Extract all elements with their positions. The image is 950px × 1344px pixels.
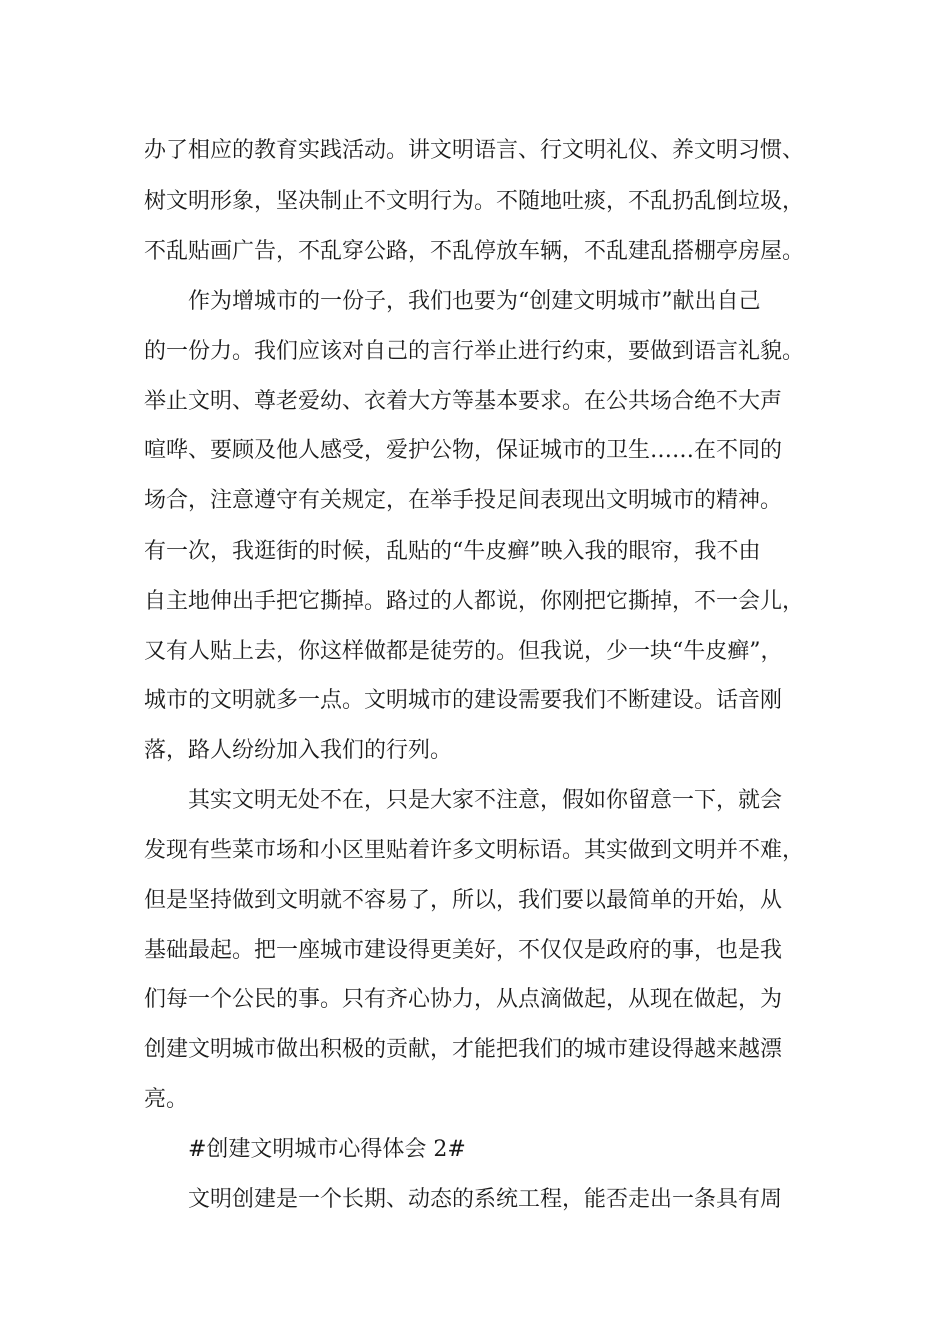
text-line: 树文明形象，坚决制止不文明行为。不随地吐痰，不乱扔乱倒垃圾， <box>144 189 805 214</box>
text-line: 自主地伸出手把它撕掉。路过的人都说，你刚把它撕掉，不一会儿， <box>144 589 805 614</box>
text-line: 办了相应的教育实践活动。讲文明语言、行文明礼仪、养文明习惯、 <box>144 138 805 163</box>
text-line: 作为增城市的一份子，我们也要为“创建文明城市”献出自己 <box>188 289 761 314</box>
text-line: 基础最起。把一座城市建设得更美好，不仅仅是政府的事，也是我 <box>144 938 783 963</box>
text-line: 的一份力。我们应该对自己的言行举止进行约束，要做到语言礼貌。 <box>144 339 805 364</box>
text-line: 举止文明、尊老爱幼、衣着大方等基本要求。在公共场合绝不大声 <box>144 389 783 414</box>
text-line: 落，路人纷纷加入我们的行列。 <box>144 738 453 763</box>
text-line: 又有人贴上去，你这样做都是徒劳的。但我说，少一块“牛皮癣”， <box>144 639 783 664</box>
text-line: 喧哗、要顾及他人感受，爱护公物，保证城市的卫生……在不同的 <box>144 438 783 463</box>
text-line: 但是坚持做到文明就不容易了，所以，我们要以最简单的开始，从 <box>144 888 783 913</box>
text-line: 亮。 <box>144 1087 189 1112</box>
section-heading: #创建文明城市心得体会 2# <box>188 1137 466 1162</box>
text-line: 其实文明无处不在，只是大家不注意，假如你留意一下，就会 <box>188 788 783 813</box>
text-line: 场合，注意遵守有关规定，在举手投足间表现出文明城市的精神。 <box>144 488 783 513</box>
text-line: 创建文明城市做出积极的贡献，才能把我们的城市建设得越来越漂 <box>144 1037 783 1062</box>
text-line: 发现有些菜市场和小区里贴着许多文明标语。其实做到文明并不难， <box>144 838 805 863</box>
text-line: 不乱贴画广告，不乱穿公路，不乱停放车辆，不乱建乱搭棚亭房屋。 <box>144 239 805 264</box>
text-line: 文明创建是一个长期、动态的系统工程，能否走出一条具有周 <box>188 1187 783 1212</box>
text-line: 们每一个公民的事。只有齐心协力，从点滴做起，从现在做起，为 <box>144 987 783 1012</box>
text-line: 有一次，我逛街的时候，乱贴的“牛皮癣”映入我的眼帘，我不由 <box>144 539 761 564</box>
text-line: 城市的文明就多一点。文明城市的建设需要我们不断建设。话音刚 <box>144 688 783 713</box>
